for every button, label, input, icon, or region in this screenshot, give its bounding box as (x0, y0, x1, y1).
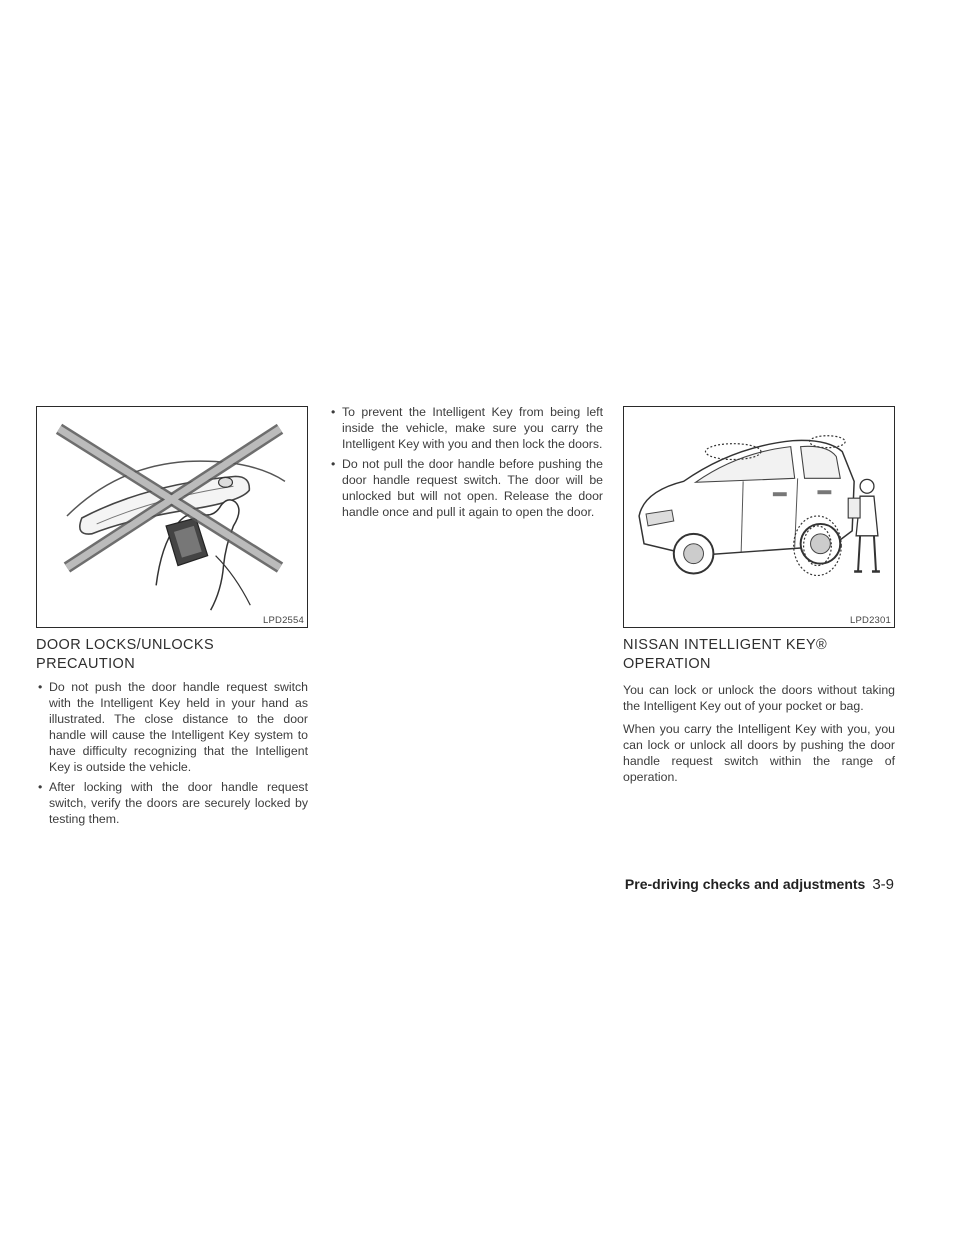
bullet-item: • To prevent the Intelligent Key from being left inside the vehicle, make sure you carry the Intelligent Key with you and then lock the doors. (329, 404, 603, 452)
door-locks-section-continued (329, 404, 603, 524)
door-locks-heading: DOOR LOCKS/UNLOCKS PRECAUTION (36, 637, 215, 672)
door-handle-figure (36, 406, 308, 628)
bullet-item: • Do not pull the door handle before pushing the door handle request switch. The door will be unlocked but will not open. Release the door handle once and pull it again to open the door. (329, 456, 603, 520)
vehicle-key-figure (623, 406, 895, 628)
figure-id-left: LPD2554 (262, 615, 304, 626)
door-locks-bullets-left (36, 679, 308, 827)
page-number: 3-9 (872, 876, 894, 893)
bullet-item: • Do not push the door handle request switch with the Intelligent Key held in your hand as illustrated. The close distance to the door handle will cause the Intelligent Key system to have difficulty recognizing that the Intelligent Key is outside the vehicle. (36, 679, 308, 775)
intelligent-key-body (623, 682, 895, 785)
intelligent-key-heading: NISSAN INTELLIGENT KEY® OPERATION (623, 637, 828, 672)
bullet-item: • After locking with the door handle request switch, verify the doors are securely locked by testing them. (36, 779, 308, 827)
figure-id-right: LPD2301 (849, 615, 891, 626)
door-locks-section (36, 636, 308, 831)
footer-section-title: Pre-driving checks and adjustments (624, 876, 866, 892)
door-locks-bullets-middle (329, 404, 603, 520)
paragraph: You can lock or unlock the doors without taking the Intelligent Key out of your pocket or bag. (623, 683, 895, 713)
paragraph: When you carry the Intelligent Key with you, you can lock or unlock all doors by pushing the door handle request switch within the range of operation. (623, 722, 895, 784)
vehicle-illustration (624, 407, 894, 627)
door-handle-illustration (37, 407, 307, 627)
page-footer (625, 876, 894, 893)
intelligent-key-section (623, 636, 895, 792)
